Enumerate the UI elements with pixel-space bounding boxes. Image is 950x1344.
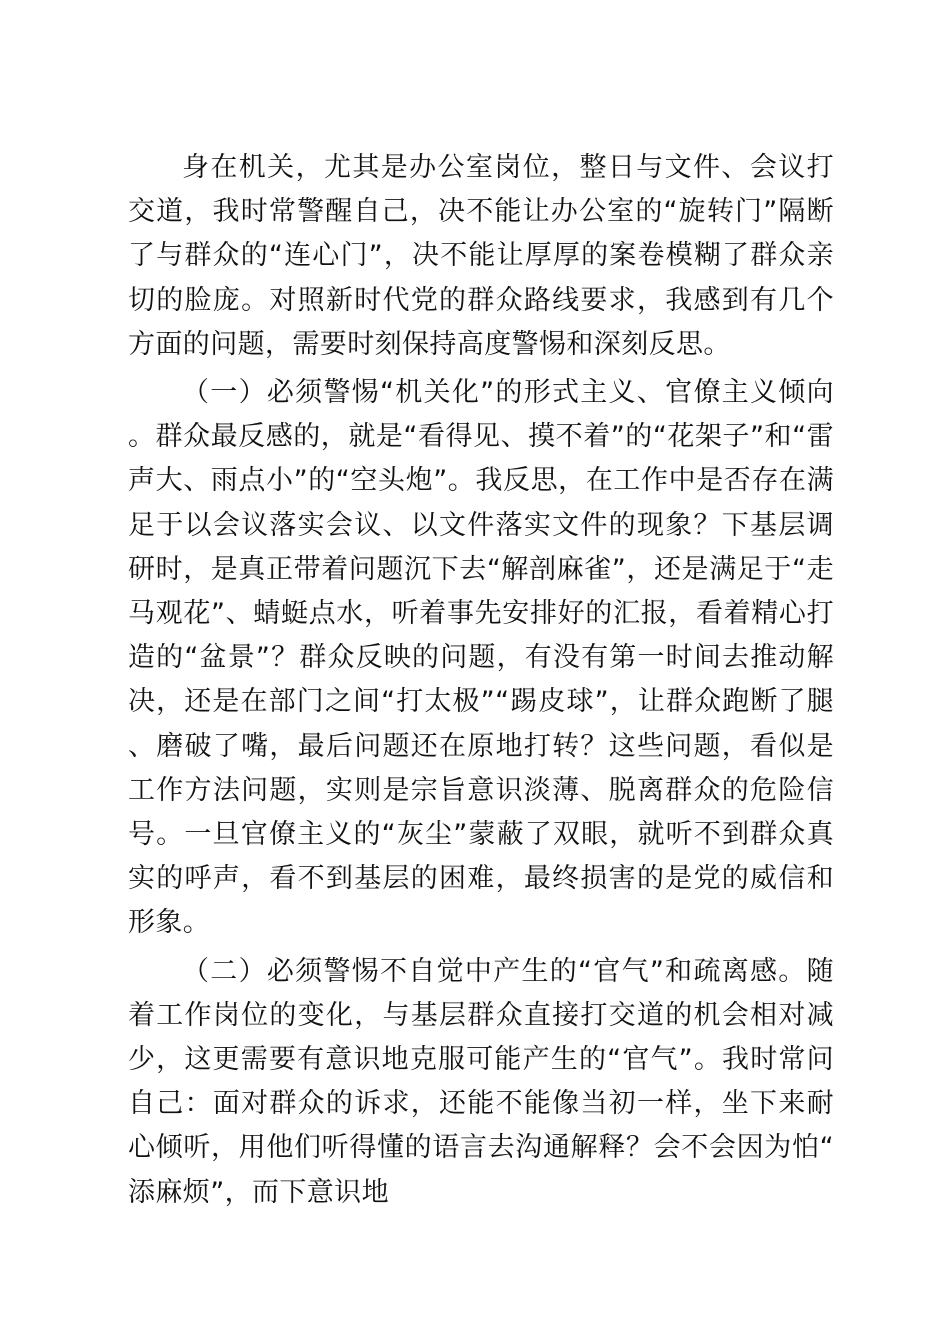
section-two-paragraph: （二）必须警惕不自觉中产生的“官气”和疏离感。随着工作岗位的变化，与基层群众直接打交道的机会相对减少，这更需要有意识地克服可能产生的“官气”。我时常问自己：面对群众的诉求，还能不能像当初一样，坐下来耐心倾听，用他们听得懂的语言去沟通解释？会不会因为怕“添麻烦”，而下意识地 <box>128 955 834 1208</box>
document-body <box>128 146 834 1219</box>
section-one-paragraph: （一）必须警惕“机关化”的形式主义、官僚主义倾向。群众最反感的，就是“看得见、摸不着”的“花架子”和“雷声大、雨点小”的“空头炮”。我反思，在工作中是否存在满足于以会议落实会议、以文件落实文件的现象？下基层调研时，是真正带着问题沉下去“解剖麻雀”，还是满足于“走马观花”、蜻蜓点水，听着事先安排好的汇报，看着精心打造的“盆景”？群众反映的问题，有没有第一时间去推动解决，还是在部门之间“打太极”“踢皮球”，让群众跑断了腿、磨破了嘴，最后问题还在原地打转？这些问题，看似是工作方法问题，实则是宗旨意识淡薄、脱离群众的危险信号。一旦官僚主义的“灰尘”蒙蔽了双眼，就听不到群众真实的呼声，看不到基层的困难，最终损害的是党的威信和形象。 <box>128 377 834 939</box>
intro-paragraph: 身在机关，尤其是办公室岗位，整日与文件、会议打交道，我时常警醒自己，决不能让办公室的“旋转门”隔断了与群众的“连心门”，决不能让厚厚的案卷模糊了群众亲切的脸庞。对照新时代党的群众路线要求，我感到有几个方面的问题，需要时刻保持高度警惕和深刻反思。 <box>128 152 834 360</box>
